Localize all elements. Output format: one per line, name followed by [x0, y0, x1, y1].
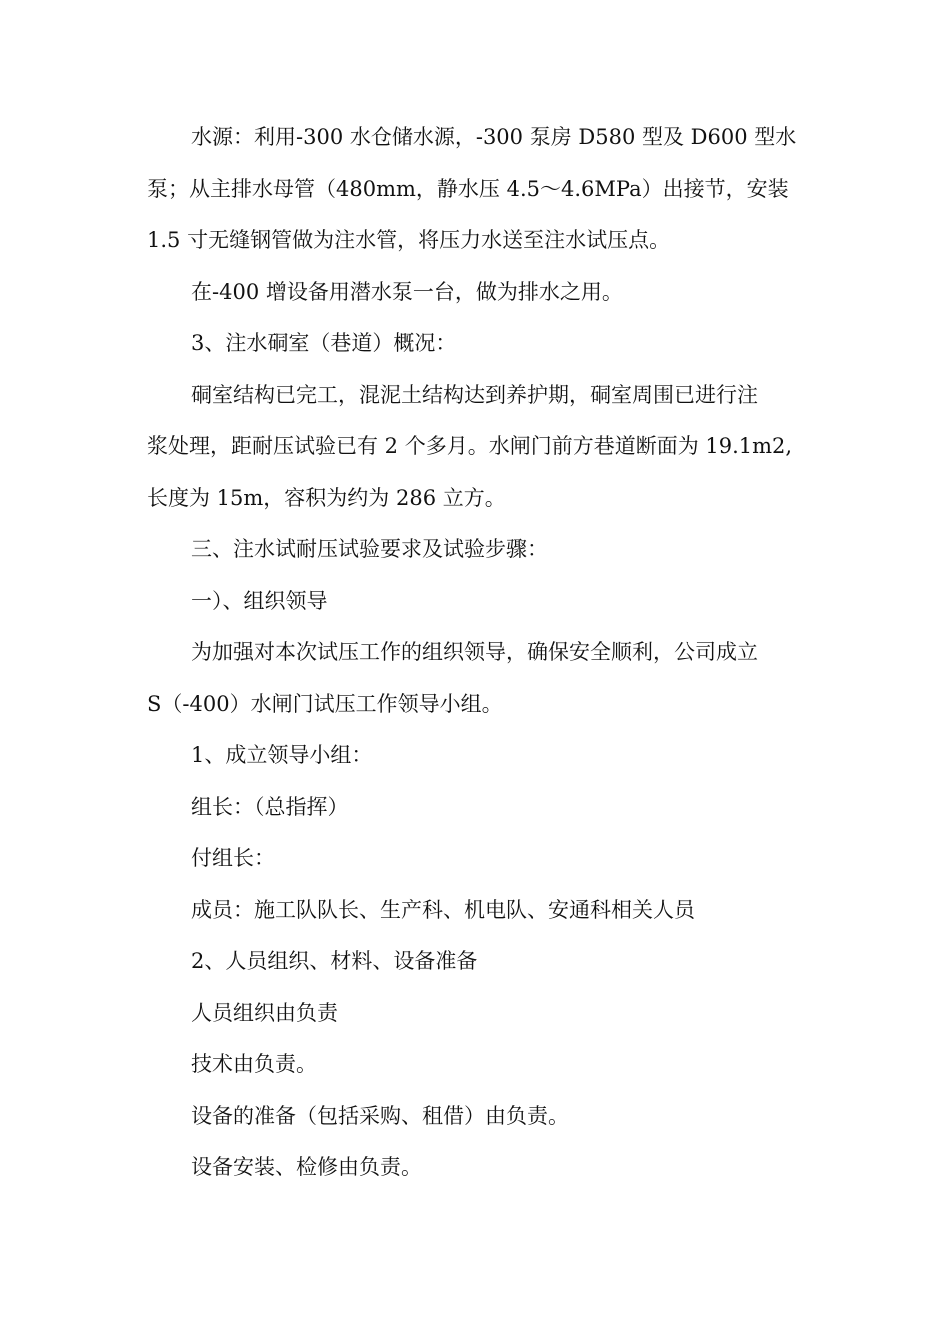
text-line: 2、人员组织、材料、设备准备: [191, 949, 478, 973]
section-heading-test-requirements: [147, 524, 807, 576]
paragraph-water-source: [147, 112, 807, 267]
text-line: S（-400）水闸门试压工作领导小组。: [147, 691, 503, 716]
document-page: [147, 112, 807, 1194]
list-item-equipment-procurement: [147, 1091, 807, 1143]
text-line: 设备安装、检修由负责。: [191, 1155, 422, 1179]
section-heading-form-group: [147, 730, 807, 782]
text-line: 浆处理，距耐压试验已有 2 个多月。水闸门前方巷道断面为 19.1m2,: [147, 434, 793, 458]
text-line: 一）、组织领导: [191, 588, 328, 613]
text-line: 在-400 增设备用潜水泵一台，做为排水之用。: [191, 279, 623, 304]
list-item-technical: [147, 1039, 807, 1091]
text-line: 设备的准备（包括采购、租借）由负责。: [191, 1103, 569, 1128]
section-heading-chamber: [147, 318, 807, 370]
text-line: 泵；从主排水母管（480mm，静水压 4.5～4.6MPa）出接节，安装: [147, 176, 789, 201]
section-heading-organization: [147, 576, 807, 628]
text-line: 组长：（总指挥）: [191, 794, 349, 819]
section-heading-preparation: [147, 936, 807, 988]
text-line: 硐室结构已完工，混泥土结构达到养护期，硐室周围已进行注: [191, 382, 758, 407]
text-line: 三、注水试耐压试验要求及试验步骤：: [191, 537, 548, 561]
paragraph-drain-pump: [147, 267, 807, 319]
text-line: 为加强对本次试压工作的组织领导，确保安全顺利，公司成立: [191, 640, 758, 664]
text-line: 长度为 15m，容积为约为 286 立方。: [147, 485, 506, 510]
list-item-equipment-installation: [147, 1142, 807, 1194]
text-line: 1、成立领导小组：: [191, 743, 373, 767]
text-line: 3、注水硐室（巷道）概况：: [191, 331, 457, 355]
list-item-leader: [147, 782, 807, 834]
text-line: 技术由负责。: [191, 1052, 317, 1076]
list-item-deputy-leader: [147, 833, 807, 885]
list-item-members: [147, 885, 807, 937]
list-item-personnel: [147, 988, 807, 1040]
text-line: 付组长：: [191, 846, 275, 870]
text-line: 成员：施工队队长、生产科、机电队、安通科相关人员: [191, 897, 695, 922]
text-line: 水源：利用-300 水仓储水源，-300 泵房 D580 型及 D600 型水: [191, 125, 797, 149]
text-line: 人员组织由负责: [191, 1000, 338, 1025]
paragraph-chamber-overview: [147, 370, 807, 525]
text-line: 1.5 寸无缝钢管做为注水管，将压力水送至注水试压点。: [147, 228, 671, 252]
paragraph-leadership-group: [147, 627, 807, 730]
